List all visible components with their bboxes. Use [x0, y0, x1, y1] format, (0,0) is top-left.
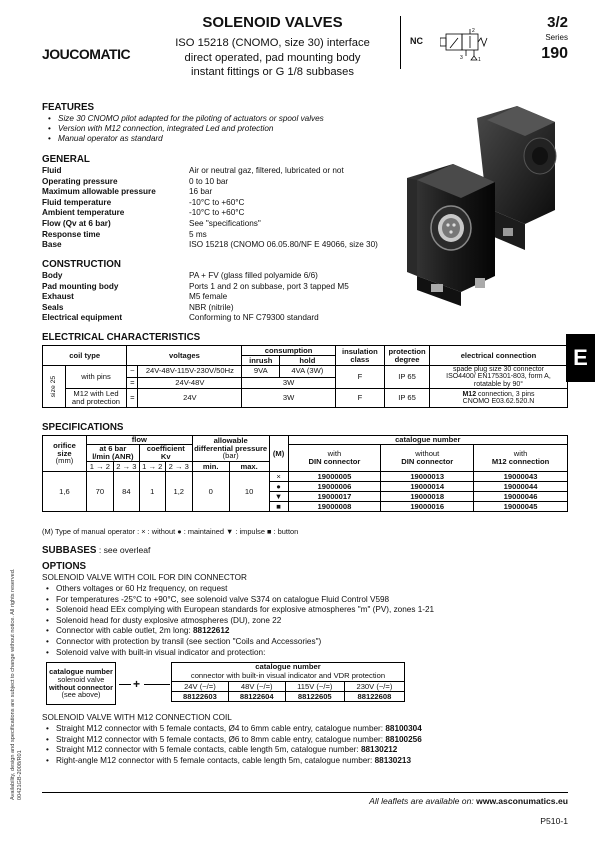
spec-key: Body — [42, 271, 63, 280]
header-line: (bar) — [222, 451, 239, 461]
m12-option-title: SOLENOID VALVE WITH M12 CONNECTION COIL — [42, 713, 232, 722]
combo-line: (see above) — [61, 690, 101, 700]
header-line: (mm) — [55, 456, 74, 466]
header-max: max. — [229, 462, 269, 472]
spec-row — [42, 282, 382, 293]
item-code: 88100304 — [385, 724, 422, 733]
spec-row — [42, 230, 382, 241]
combo-number: 88122605 — [285, 692, 344, 702]
combo-line: catalogue number — [49, 666, 113, 676]
voltage-cell: 24V — [138, 389, 242, 408]
combo-volt: 115V (~/=) — [285, 682, 344, 692]
header-min: min. — [192, 462, 229, 472]
pmax-cell: 10 — [229, 472, 269, 512]
catalogue-din: 19000006 — [288, 482, 381, 492]
port-2-label: 2 — [472, 28, 475, 34]
spec-key: Flow (Qv at 6 bar) — [42, 218, 111, 228]
catalogue-din: 19000005 — [288, 472, 381, 482]
section-tab-e: E — [566, 334, 595, 382]
voltage-cell: 24V-48V-115V-230V/50Hz — [138, 366, 242, 378]
header-line: without — [415, 449, 440, 459]
header-line: DIN connector — [401, 457, 454, 466]
catalogue-din: 19000017 — [288, 492, 381, 502]
spec-value: NBR (nitrile) — [189, 302, 234, 312]
header-m12 — [474, 445, 568, 472]
subtitle-line: direct operated, pad mounting body — [184, 51, 361, 64]
spec-row — [42, 166, 382, 177]
electrical-heading: ELECTRICAL CHARACTERISTICS — [42, 332, 201, 343]
catalogue-without: 19000018 — [381, 492, 474, 502]
spec-row — [42, 313, 382, 324]
combo-sub: connector with built-in visual indicator and VDR protection — [172, 672, 405, 682]
header-voltages: voltages — [127, 346, 242, 366]
construction-spec-list — [42, 271, 382, 324]
combo-head: catalogue number — [172, 663, 405, 672]
item-text: For temperatures -25°C to +90°C, see solenoid valve S374 on catalogue Fluid Control V598 — [56, 594, 390, 604]
spec-row — [42, 303, 382, 314]
construction-heading: CONSTRUCTION — [42, 259, 121, 270]
header-hold: hold — [280, 356, 336, 366]
insulation-cell: F — [335, 366, 385, 389]
spec-key: Response time — [42, 229, 101, 239]
header-line: allowable — [213, 435, 248, 445]
header-line: Kv — [160, 452, 171, 461]
connection-bold: M12 — [462, 390, 477, 398]
list-item: • Version with M12 connection, integrated Led and protection — [48, 124, 378, 134]
combo-volt: 230V (~/=) — [344, 682, 404, 692]
operator-cell: ■ — [269, 502, 288, 512]
header-line: l/min (ANR) — [92, 452, 134, 461]
header-flow: flow — [86, 436, 192, 445]
header-consumption: consumption — [242, 346, 335, 356]
connection-text: connection, 3 pins — [476, 390, 535, 398]
header-inrush: inrush — [242, 356, 280, 366]
item-text: Connector with protection by transil (see section "Coils and Accessories") — [56, 636, 322, 646]
din-options-list — [46, 584, 546, 658]
spec-value: 5 ms — [189, 229, 207, 239]
coil-type-line: M12 with Led — [73, 389, 119, 399]
item-text: Solenoid valve with built-in visual indicator and protection: — [56, 647, 266, 657]
voltage-type-cell: ~ — [127, 366, 138, 378]
list-item — [46, 637, 546, 648]
kv23-cell: 1,2 — [165, 472, 192, 512]
port-3-label: 3 — [460, 55, 463, 61]
power-cell: 3W — [242, 377, 335, 389]
header-line: at 6 bar — [99, 444, 127, 454]
header-line: M12 connection — [491, 457, 550, 466]
subbases-line — [42, 545, 150, 557]
subbases-heading: SUBBASES — [42, 545, 97, 556]
footer-text: All leaflets are available on: — [369, 796, 477, 806]
voltage-cell: 24V-48V — [138, 377, 242, 389]
protection-cell: IP 65 — [385, 366, 430, 389]
spec-key: Operating pressure — [42, 176, 118, 186]
spec-row — [42, 219, 382, 230]
kv12-cell: 1 — [139, 472, 165, 512]
spec-value: Air or neutral gaz, filtered, lubricated or not — [189, 166, 344, 175]
series-label: Series — [545, 33, 568, 42]
spec-key: Ambient temperature — [42, 208, 125, 218]
connection-cell — [429, 389, 567, 408]
item-text: Right-angle M12 connector with 5 female contacts, cable length 5m, catalogue number: — [56, 755, 375, 765]
header-connection: electrical connection — [429, 346, 567, 366]
connection-line: CNOMO E03.62.520.N — [462, 398, 535, 406]
flow-direction: 1 → 2 — [139, 462, 165, 472]
pmin-cell: 0 — [192, 472, 229, 512]
operator-cell: ● — [269, 482, 288, 492]
spec-value: Conforming to NF C79300 standard — [189, 313, 319, 323]
flow12-cell: 70 — [86, 472, 113, 512]
operator-cell: ▼ — [269, 492, 288, 502]
power-cell: 3W — [242, 389, 335, 408]
footer-note — [300, 796, 568, 806]
header-catalogue: catalogue number — [288, 436, 567, 445]
combo-plus: + — [133, 677, 141, 691]
header-m: (M) — [269, 436, 288, 472]
flow-direction: 2 → 3 — [165, 462, 192, 472]
item-text: Straight M12 connector with 5 female contacts, Ø4 to 6mm cable entry, catalogue number: — [56, 724, 386, 733]
list-item — [46, 605, 546, 616]
operator-legend: (M) Type of manual operator : × : without ● : maintained ▼ : impulse ■ : button — [42, 527, 299, 536]
list-item: • Manual operator as standard — [48, 134, 378, 144]
combo-volt: 48V (~/=) — [228, 682, 285, 692]
normally-closed-label: NC — [410, 36, 423, 46]
header-line: size — [57, 448, 72, 458]
series-number: 190 — [541, 45, 568, 62]
footer-link[interactable]: www.asconumatics.eu — [476, 796, 568, 806]
header-coefficient — [139, 445, 192, 462]
header-protection: protection degree — [385, 346, 430, 366]
list-item — [46, 616, 546, 627]
spec-value: See "specifications" — [189, 218, 261, 228]
combo-number: 88122604 — [228, 692, 285, 702]
general-heading: GENERAL — [42, 154, 90, 165]
page-title: SOLENOID VALVES — [202, 14, 343, 31]
general-spec-list — [42, 166, 382, 251]
spec-row — [42, 271, 382, 282]
page-number: P510-1 — [540, 816, 568, 826]
item-text: Solenoid head EEx complying with European standards for explosive atmospheres "m" (PV), zones 1-21 — [56, 605, 435, 615]
header-coil-type: coil type — [43, 346, 127, 366]
item-code: 88122612 — [193, 626, 230, 636]
spec-row — [42, 187, 382, 198]
item-code: 88130213 — [374, 755, 412, 765]
item-code: 88130212 — [360, 745, 398, 755]
catalogue-din: 19000008 — [288, 502, 381, 512]
port-1-label: 1 — [478, 57, 481, 62]
specifications-table — [42, 435, 568, 512]
flow23-cell: 84 — [113, 472, 139, 512]
spec-key: Exhaust — [42, 292, 74, 302]
legal-side-text: Availability, design and specifications are subject to change without notice. All rights reserved. — [10, 568, 16, 800]
list-item: • Size 30 CNOMO pilot adapted for the piloting of actuators or spool valves — [48, 114, 378, 124]
item-text: Connector with cable outlet, 2m long: — [56, 626, 193, 636]
combo-left-box — [46, 662, 116, 705]
spec-key: Fluid temperature — [42, 197, 112, 207]
header-line: differential pressure — [194, 443, 268, 453]
combo-line: solenoid valve — [57, 674, 105, 684]
catalogue-without: 19000016 — [381, 502, 474, 512]
list-item — [46, 724, 546, 735]
spec-value: ISO 15218 (CNOMO 06.05.80/NF E 49066, size 30) — [189, 240, 378, 250]
combo-volt: 24V (~/=) — [172, 682, 229, 692]
operator-cell: × — [269, 472, 288, 482]
voltage-type-cell: = — [127, 389, 138, 408]
spec-value: 0 to 10 bar — [189, 176, 229, 186]
options-heading: OPTIONS — [42, 561, 87, 572]
catalogue-m12: 19000045 — [474, 502, 568, 512]
product-photo — [395, 100, 567, 308]
features-heading: FEATURES — [42, 102, 95, 113]
spec-row — [42, 240, 382, 251]
combo-line: without connector — [48, 682, 114, 692]
din-option-title: SOLENOID VALVE WITH COIL FOR DIN CONNECTOR — [42, 573, 247, 582]
spec-row — [42, 177, 382, 188]
catalogue-m12: 19000046 — [474, 492, 568, 502]
voltage-type-cell: = — [127, 377, 138, 389]
list-item — [46, 584, 546, 595]
coil-type-cell: with pins — [65, 366, 127, 389]
spec-value: -10°C to +60°C — [189, 208, 245, 218]
list-item — [46, 756, 546, 767]
combo-left-cell — [47, 663, 116, 705]
combo-number: 88122608 — [344, 692, 404, 702]
item-text: Solenoid head for dusty explosive atmospheres (DU), zone 22 — [56, 615, 282, 625]
catalogue-m12: 19000043 — [474, 472, 568, 482]
item-code: 88100256 — [385, 734, 422, 744]
connection-cell — [429, 366, 567, 389]
spec-key: Base — [42, 240, 62, 250]
coil-type-cell — [65, 389, 127, 408]
size-label: size 25 — [50, 375, 58, 398]
page-subtitle — [160, 36, 385, 80]
connection-line: rotatable by 90° — [473, 380, 524, 388]
header-insulation: insulation class — [335, 346, 385, 366]
features-list — [48, 114, 378, 144]
list-item — [46, 648, 546, 659]
spec-key: Electrical equipment — [42, 313, 123, 323]
header-din — [288, 445, 381, 472]
header-at6bar — [86, 445, 139, 462]
spec-key: Seals — [42, 302, 64, 312]
header-line: DIN connector — [308, 457, 361, 466]
flow-direction: 2 → 3 — [113, 462, 139, 472]
specifications-heading: SPECIFICATIONS — [42, 422, 124, 433]
combo-connector-line — [119, 684, 131, 685]
subtitle-line: instant fittings or G 1/8 subbases — [191, 66, 354, 79]
spec-value: PA + FV (glass filled polyamide 6/6) — [189, 271, 318, 280]
valve-symbol-icon — [440, 26, 490, 62]
hold-cell: 4VA (3W) — [280, 366, 336, 378]
subbases-text: : see overleaf — [96, 545, 151, 555]
spec-value: 16 bar — [189, 187, 213, 197]
subtitle-line: ISO 15218 (CNOMO, size 30) interface — [175, 37, 370, 49]
catalogue-m12: 19000044 — [474, 482, 568, 492]
header-line: coefficient — [146, 444, 185, 454]
insulation-cell: F — [335, 389, 385, 408]
protection-cell: IP 65 — [385, 389, 430, 408]
m12-options-list — [46, 724, 546, 766]
spec-value: M5 female — [189, 292, 228, 302]
list-item — [46, 735, 546, 746]
inrush-cell: 9VA — [242, 366, 280, 378]
connection-line: ISO4400/ EN175301-803, form A, — [446, 373, 551, 381]
spec-key: Maximum allowable pressure — [42, 187, 156, 197]
header-line: with — [327, 449, 342, 459]
spec-row — [42, 208, 382, 219]
flow-direction: 1 → 2 — [86, 462, 113, 472]
combo-connector-line — [144, 684, 170, 685]
header-orifice — [43, 436, 87, 472]
catalogue-without: 19000014 — [381, 482, 474, 492]
item-text: Straight M12 connector with 5 female contacts, cable length 5m, catalogue number: — [56, 745, 361, 755]
list-item — [46, 595, 546, 606]
combo-right-table — [171, 662, 405, 702]
header-allowable — [192, 436, 269, 462]
spec-row — [42, 198, 382, 209]
spec-value: Ports 1 and 2 on subbase, port 3 tapped M5 — [189, 281, 349, 291]
list-item — [46, 626, 546, 637]
catalogue-without: 19000013 — [381, 472, 474, 482]
footer-divider — [42, 792, 568, 793]
item-text: Straight M12 connector with 5 female contacts, Ø6 to 8mm cable entry, catalogue number: — [56, 734, 386, 744]
combo-number: 88122603 — [172, 692, 229, 702]
coil-type-line: and protection — [71, 397, 121, 407]
spec-key: Pad mounting body — [42, 281, 119, 291]
list-item — [46, 745, 546, 756]
size-cell — [43, 366, 66, 408]
electrical-table — [42, 345, 568, 408]
connection-line: spade plug size 30 connector — [452, 366, 544, 373]
header-without — [381, 445, 474, 472]
brand-logo: JOUCOMATIC — [42, 46, 131, 62]
document-code: 00421GB-2008/R01 — [17, 750, 23, 800]
valve-ratio: 3/2 — [547, 14, 568, 31]
header-line: orifice — [53, 440, 76, 450]
item-text: Others voltages or 60 Hz frequency, on request — [56, 584, 228, 593]
header-line: with — [513, 449, 528, 459]
spec-row — [42, 292, 382, 303]
orifice-cell: 1,6 — [43, 472, 87, 512]
spec-key: Fluid — [42, 166, 62, 175]
spec-value: -10°C to +60°C — [189, 197, 245, 207]
